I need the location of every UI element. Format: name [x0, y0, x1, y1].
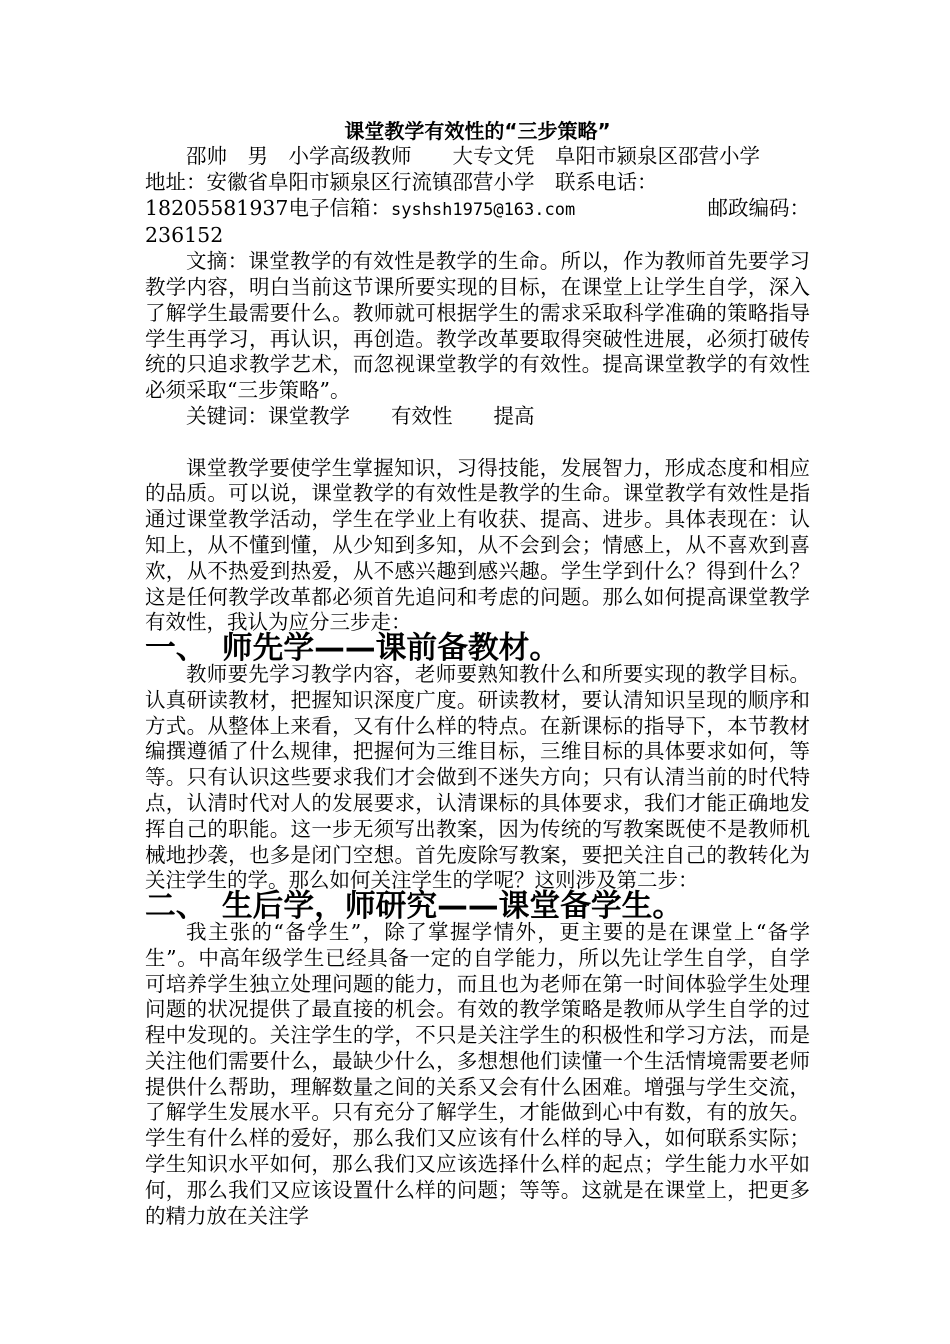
- postcode-label: 邮政编码：: [707, 195, 810, 220]
- postcode-value: 236152: [145, 223, 224, 248]
- document-page: [145, 118, 810, 1229]
- keywords-line: 关键词：课堂教学 有效性 提高: [186, 403, 535, 428]
- blank-line: [145, 430, 810, 456]
- phone-number: 18205581937: [145, 195, 289, 220]
- contact-row: [145, 196, 810, 224]
- intro-paragraph: 课堂教学要使学生掌握知识，习得技能，发展智力，形成态度和相应的品质。可以说，课堂教学的有效性是教学的生命。课堂教学有效性是指通过课堂教学活动，学生在学业上有收获、提高、进步。具体表现在：认知上，从不懂到懂，从少知到多知，从不会到会；情感上，从不喜欢到喜欢，从不热爱到热爱，从不感兴趣到感兴趣。学生学到什么？得到什么？这是任何教学改革都必须首先追问和考虑的问题。那么如何提高课堂教学有效性，我认为应分三步走：: [145, 455, 810, 635]
- abstract-paragraph: 文摘：课堂教学的有效性是教学的生命。所以，作为教师首先要学习教学内容，明白当前这节课所要实现的目标，在课堂上让学生自学，深入了解学生最需要什么。教师就可根据学生的需求采取科学准确的策略指导学生再学习，再认识，再创造。教学改革要取得突破性进展，必须打破传统的只追求教学艺术，而忽视课堂教学的有效性。提高课堂教学的有效性必须采取“三步策略”。: [145, 249, 810, 403]
- document-title: 课堂教学有效性的“三步策略”: [344, 119, 611, 143]
- section-1-heading: 一、 师先学——课前备教材。: [145, 630, 561, 667]
- address-line: 地址：安徽省阜阳市颍泉区行流镇邵营小学 联系电话：: [145, 169, 658, 194]
- email-address: syshsh1975@163.com: [390, 199, 576, 220]
- section-1-paragraph: 教师要先学习教学内容，老师要熟知教什么和所要实现的教学目标。认真研读教材，把握知识深度广度。研读教材，要认清知识呈现的顺序和方式。从整体上来看，又有什么样的特点。在新课标的指导下，本节教材编撰遵循了什么规律，把握何为三维目标，三维目标的具体要求如何，等等。只有认识这些要求我们才会做到不迷失方向；只有认清当前的时代特点，认清时代对人的发展要求，认清课标的具体要求，我们才能正确地发挥自己的职能。这一步无须写出教案，因为传统的写教案既使不是教师机械地抄袭，也多是闭门空想。首先废除写教案，要把关注自己的教转化为关注学生的学。那么如何关注学生的学呢？这则涉及第二步：: [145, 661, 810, 893]
- section-2-paragraph: 我主张的“备学生”，除了掌握学情外，更主要的是在课堂上“备学生”。中高年级学生已经具备一定的自学能力，所以先让学生自学，自学可培养学生独立处理问题的能力，而且也为老师在第一时间体验学生处理问题的状况提供了最直接的机会。有效的教学策略是教师从学生自学的过程中发现的。关注学生的学，不只是关注学生的积极性和学习方法，而是关注他们需要什么，最缺少什么，多想想他们读懂一个生活情境需要老师提供什么帮助，理解数量之间的关系又会有什么困难。增强与学生交流，了解学生发展水平。只有充分了解学生，才能做到心中有数，有的放矢。学生有什么样的爱好，那么我们又应该有什么样的导入，如何联系实际；学生知识水平如何，那么我们又应该选择什么样的起点；学生能力水平如何，那么我们又应该设置什么样的问题；等等。这就是在课堂上，把更多的精力放在关注学: [145, 919, 810, 1228]
- email-label: 电子信箱：: [288, 195, 391, 220]
- section-2-heading: 二、 生后学，师研究——课堂备学生。: [145, 888, 684, 925]
- author-line: 邵帅 男 小学高级教师 大专文凭 阜阳市颍泉区邵营小学: [186, 144, 760, 168]
- contact-left: [145, 196, 575, 224]
